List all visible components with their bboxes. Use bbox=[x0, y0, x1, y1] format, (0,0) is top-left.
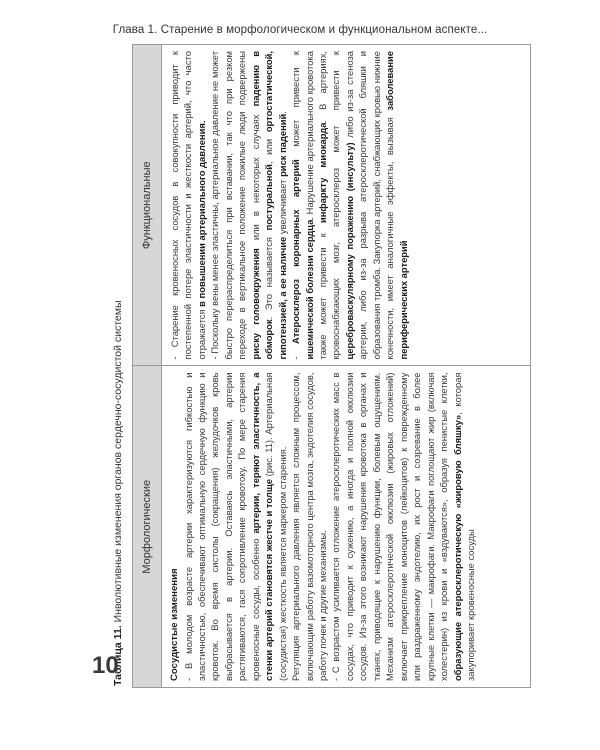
text-run: увеличивает bbox=[276, 176, 288, 237]
bold-text-run: артерии, теряют эластичность, а стенки артерий становятся жестче и толще bbox=[249, 372, 275, 681]
text-run: Регуляция артериального давления является сложным процессом, включающим работу вазомоторного центра мозга, эндотелия сосудов, работу почек и другие механизмы. bbox=[290, 372, 329, 681]
involution-table bbox=[132, 44, 531, 688]
table-caption-text: Инволютивные изменения органов сердечно-сосудистой системы bbox=[112, 300, 124, 626]
bold-text-run: риск падений bbox=[276, 113, 288, 177]
functional-cell bbox=[162, 45, 530, 367]
running-head: Глава 1. Старение в морфологическом и функциональном аспекте... bbox=[112, 24, 488, 36]
morph-paragraph-1 bbox=[182, 373, 290, 682]
text-run: . В артериях, кровоснабжающих мозг, атеросклероз может привести к bbox=[316, 51, 342, 360]
bold-text-run: образующие атеросклеротическую «жировую бляшку» bbox=[451, 414, 463, 681]
text-run: - Старение кровеносных сосудов в совокупности приводит к постепенной потере эластичности и жесткости артерий, что часто отражается bbox=[169, 51, 207, 360]
text-run: - Поскольку вены менее эластичны, артериальное давление не может быстро перераспределиться при вставании, так что при резком переходе в вертикальное положение пожилые люди подвержены bbox=[209, 51, 248, 360]
section-title: Сосудистые изменения bbox=[169, 568, 180, 681]
table-body-row bbox=[162, 45, 530, 687]
text-run: . bbox=[276, 111, 288, 114]
header-functional: Функциональные bbox=[133, 45, 161, 367]
bold-text-run: Атеросклероз коронарных артерий bbox=[290, 159, 302, 344]
bold-text-run: заболевание периферических артерий bbox=[384, 51, 409, 360]
bold-text-run: в повышении артериального давления. bbox=[195, 120, 207, 307]
text-run: . Это называется bbox=[263, 230, 275, 320]
func-paragraph-2 bbox=[208, 51, 289, 360]
bold-text-run: падению в обморок bbox=[249, 50, 275, 360]
morphological-cell bbox=[162, 367, 530, 688]
bold-text-run: цереброваскулярному поражению (инсульту) bbox=[343, 142, 355, 360]
morph-paragraph-2 bbox=[289, 373, 329, 682]
bold-text-run: риску головокружения bbox=[249, 248, 261, 360]
table-caption bbox=[106, 46, 130, 686]
text-run: , которая закупоривает кровеносные сосуды bbox=[451, 372, 477, 681]
text-run: - bbox=[290, 343, 302, 360]
page-number: 10 bbox=[92, 652, 119, 679]
func-paragraph-1 bbox=[168, 51, 208, 360]
morph-paragraph-3 bbox=[329, 373, 477, 682]
text-run: либо из-за стеноза артерии, либо из-за разрыва атеросклеротической бляшки и образования тромба. Закупорка артерий, снабжающих кровью нижние конечности, имеет аналогичные эффекты, вызывая bbox=[343, 50, 396, 360]
bold-text-run: ишемической болезни сердца bbox=[303, 219, 315, 360]
bold-text-run: постуральной bbox=[263, 164, 275, 231]
text-run: может привести к bbox=[290, 51, 302, 160]
table-caption-label: Таблица 11. bbox=[112, 625, 124, 686]
bold-text-run: инфаркту миокарда bbox=[316, 122, 328, 224]
bold-text-run: ортостатической, гипотензией, а ее наличие bbox=[263, 50, 288, 360]
text-run: - В молодом возрасте артерии характеризуются гибкостью и эластичностью, обеспечивают оптимальную сердечную функцию и кровоток. Во время систолы (сокращения) желудочков кровь выбрасывается в артерии. Оставаясь эластичными, артерии растягиваются, гася сопротивление кровотоку. По мере старения кровеносные сосуды, особенно bbox=[182, 372, 261, 681]
text-run: (рис. 11). Артериальная (сосудистая) жесткость является маркером старения. bbox=[263, 372, 288, 681]
func-paragraph-3 bbox=[289, 51, 410, 360]
header-morphological: Морфологические bbox=[141, 479, 153, 574]
text-run: , или bbox=[263, 132, 275, 165]
text-run: . Нарушение артериального кровотока также может привести к bbox=[303, 51, 328, 360]
text-run: или в некоторых случаях bbox=[249, 106, 261, 249]
rotated-table-area bbox=[106, 44, 531, 688]
text-run: - С возрастом усиливается отложение атеросклеротических масс в сосудах, что приводит к сужению, а иногда и полной окклюзии сосудов. Из-за этого возникают нарушения кровотока в органах и тканях, приводящие к нарушению функции, болевым ощущениям. Механизм атеросклеротической окклюзии (жировых отложений) включает прикрепление моноцитов (лейкоцитов) к поврежденному или раздраженному эндотелию, их рост и созревание в более крупные клетки — макрофаги. Макрофаги поглощают жир (включая холестерин) из крови и «вздуваются», образуя пенистые клетки, bbox=[330, 372, 450, 681]
table-header-row bbox=[133, 45, 162, 687]
